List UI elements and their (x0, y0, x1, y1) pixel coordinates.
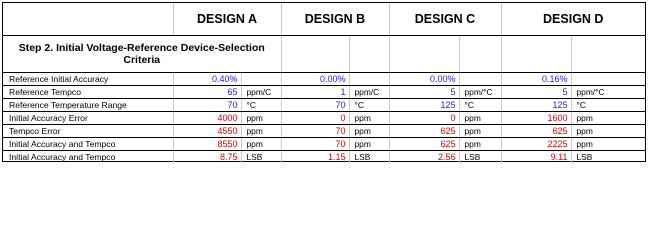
unit-cell[interactable]: ppm (349, 138, 389, 151)
unit-cell[interactable] (349, 73, 389, 86)
value-cell[interactable]: 4550 (173, 125, 241, 138)
row-label[interactable]: Reference Temperature Range (3, 99, 173, 112)
unit-cell[interactable]: ppm/C (349, 86, 389, 99)
unit-cell[interactable]: ppm (241, 138, 281, 151)
unit-cell[interactable]: ppm (349, 112, 389, 125)
unit-cell[interactable] (571, 73, 645, 86)
value-cell[interactable]: 625 (501, 125, 571, 138)
value-cell[interactable]: 9.11 (501, 151, 571, 164)
row-label[interactable]: Initial Accuracy Error (3, 112, 173, 125)
design-d-header[interactable]: DESIGN D (501, 3, 645, 36)
table-row (3, 86, 645, 99)
unit-cell[interactable]: ppm (241, 125, 281, 138)
row-label[interactable]: Reference Initial Accuracy (3, 73, 173, 86)
design-comparison-grid (3, 3, 645, 163)
table-row (3, 112, 645, 125)
row-label[interactable]: Reference Tempco (3, 86, 173, 99)
design-a-header[interactable]: DESIGN A (173, 3, 281, 36)
value-cell[interactable]: 625 (389, 138, 459, 151)
spreadsheet-table (2, 2, 646, 162)
unit-cell[interactable] (241, 73, 281, 86)
value-cell[interactable]: 70 (281, 125, 349, 138)
value-cell[interactable]: 0 (281, 112, 349, 125)
table-row (3, 73, 645, 86)
table-row (3, 151, 645, 164)
unit-cell[interactable]: ppm (571, 138, 645, 151)
value-cell[interactable]: 0.00% (389, 73, 459, 86)
row-label[interactable]: Initial Accuracy and Tempco (3, 151, 173, 164)
table-row (3, 125, 645, 138)
unit-cell[interactable] (459, 73, 501, 86)
step-title[interactable]: Step 2. Initial Voltage-Reference Device-Selection Criteria (3, 36, 281, 73)
table-row (3, 138, 645, 151)
value-cell[interactable]: 5 (389, 86, 459, 99)
value-cell[interactable]: 1 (281, 86, 349, 99)
unit-cell[interactable]: ppm (459, 125, 501, 138)
unit-cell[interactable]: ppm (459, 112, 501, 125)
unit-cell[interactable]: LSB (349, 151, 389, 164)
design-header-row (3, 3, 645, 36)
value-cell[interactable]: 5 (501, 86, 571, 99)
unit-cell[interactable]: ppm/°C (459, 86, 501, 99)
value-cell[interactable]: 1.15 (281, 151, 349, 164)
value-cell[interactable]: 1600 (501, 112, 571, 125)
unit-cell[interactable]: ppm/C (241, 86, 281, 99)
value-cell[interactable]: 70 (281, 99, 349, 112)
value-cell[interactable]: 65 (173, 86, 241, 99)
unit-cell[interactable]: °C (459, 99, 501, 112)
unit-cell[interactable]: ppm (571, 112, 645, 125)
unit-cell[interactable]: ppm (241, 112, 281, 125)
table-row (3, 99, 645, 112)
value-cell[interactable]: 0.16% (501, 73, 571, 86)
unit-cell[interactable]: ppm (459, 138, 501, 151)
unit-cell[interactable]: LSB (576, 151, 593, 162)
value-cell[interactable]: 8550 (173, 138, 241, 151)
unit-cell[interactable]: °C (241, 99, 281, 112)
value-cell[interactable]: 70 (173, 99, 241, 112)
value-cell[interactable]: 8.75 (173, 151, 241, 164)
unit-cell[interactable]: ppm (571, 125, 645, 138)
design-c-header[interactable]: DESIGN C (389, 3, 501, 36)
unit-cell[interactable]: LSB (459, 151, 501, 164)
unit-cell[interactable]: ppm/°C (571, 86, 645, 99)
row-label[interactable]: Tempco Error (3, 125, 173, 138)
unit-cell[interactable]: °C (349, 99, 389, 112)
value-cell[interactable]: 0.40% (173, 73, 241, 86)
header-blank-cell (3, 3, 173, 36)
unit-cell[interactable]: °C (571, 99, 645, 112)
value-cell[interactable]: 125 (501, 99, 571, 112)
value-cell[interactable]: 4000 (173, 112, 241, 125)
row-label[interactable]: Initial Accuracy and Tempco (3, 138, 173, 151)
value-cell[interactable]: 625 (389, 125, 459, 138)
design-b-header[interactable]: DESIGN B (281, 3, 389, 36)
value-cell[interactable]: 0 (389, 112, 459, 125)
unit-cell[interactable]: LSB (241, 151, 281, 164)
value-cell[interactable]: 70 (281, 138, 349, 151)
value-cell[interactable]: 2.56 (389, 151, 459, 164)
value-cell[interactable]: 0.00% (281, 73, 349, 86)
value-cell[interactable]: 2225 (501, 138, 571, 151)
step-title-row (3, 36, 645, 73)
value-cell[interactable]: 125 (389, 99, 459, 112)
unit-cell[interactable]: ppm (349, 125, 389, 138)
